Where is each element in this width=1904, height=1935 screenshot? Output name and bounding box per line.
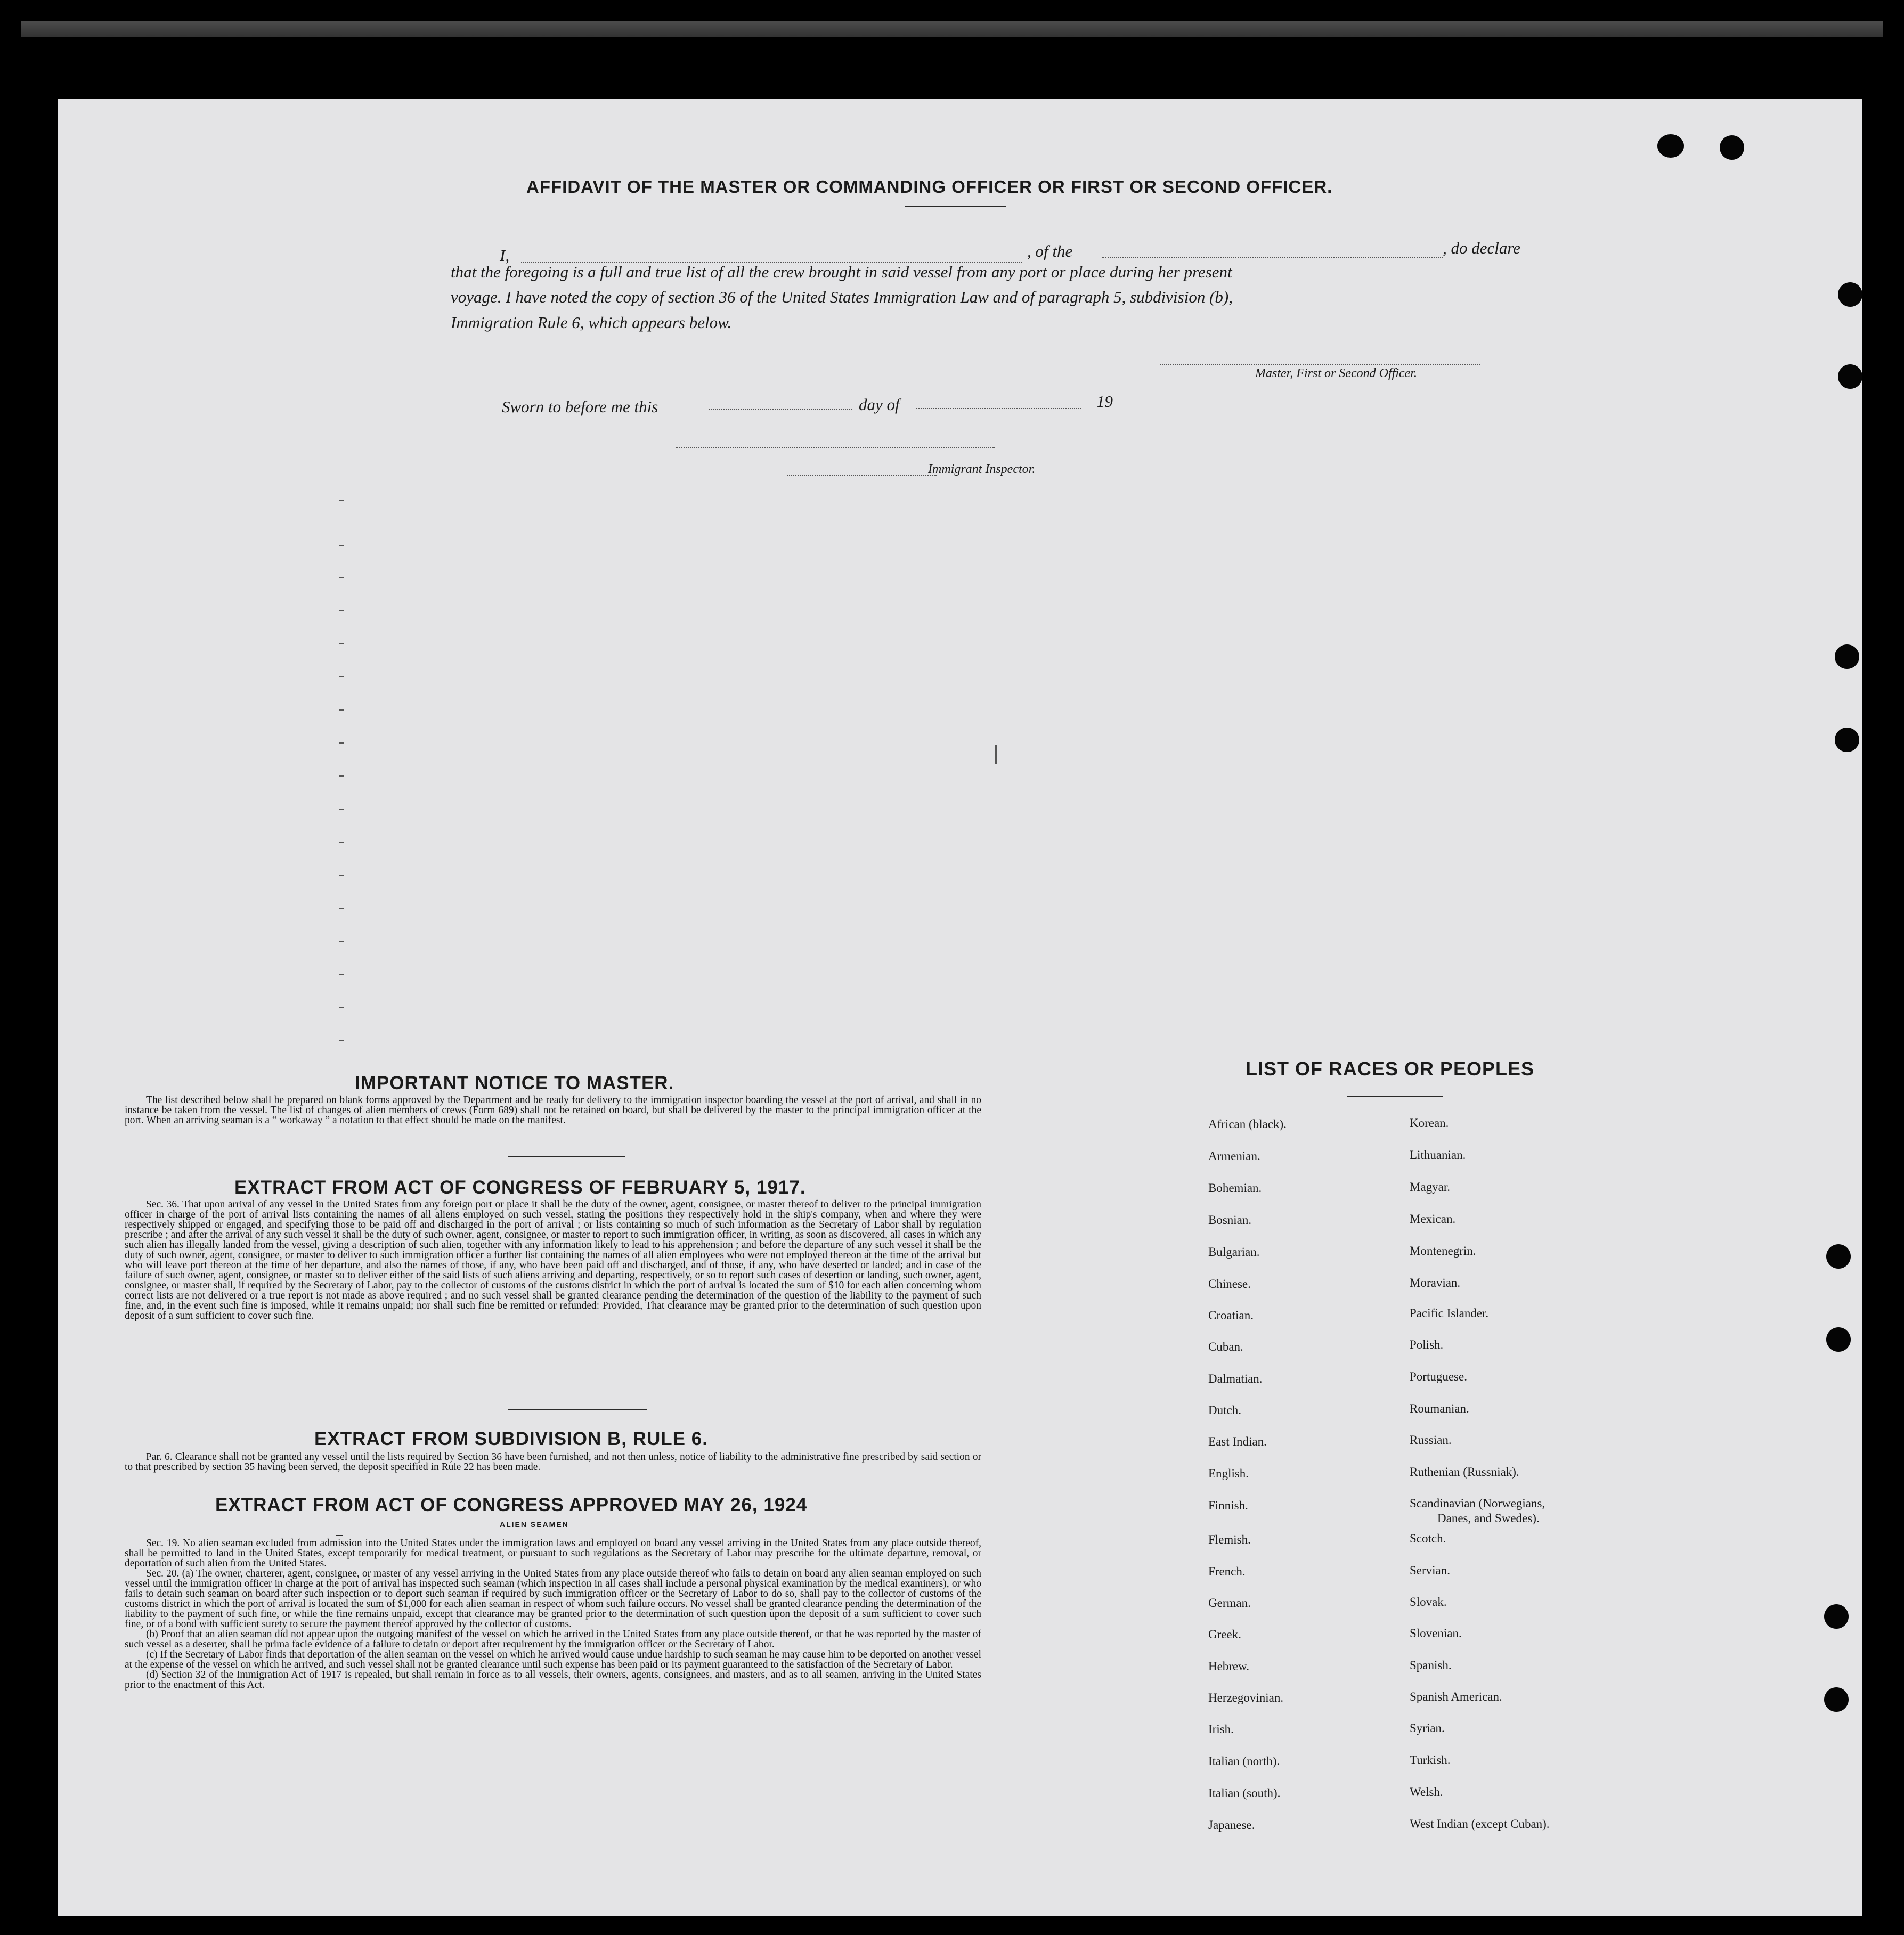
margin-tick <box>339 577 344 578</box>
race-right: Turkish. <box>1410 1753 1451 1767</box>
punch-hole <box>1835 644 1859 669</box>
race-left: Dalmatian. <box>1208 1372 1263 1385</box>
race-left: Dutch. <box>1208 1403 1241 1417</box>
master-signature-line <box>1160 364 1480 365</box>
margin-tick <box>339 974 344 975</box>
margin-tick <box>339 809 344 810</box>
race-right-continuation: Danes, and Swedes). <box>1437 1512 1540 1525</box>
alien-seamen-subtitle: ALIEN SEAMEN <box>500 1520 569 1529</box>
section-36-paragraph: Sec. 36. That upon arrival of any vessel in the United States from any foreign port or place it shall be the duty of the owner, agent, consignee, or master thereof to deliver to the principal immigration officer in charge of the port of arrival lists containing the names of all aliens employed on such vessel, stating the positions they respectively hold in the ship's company, when and where they were respectively shipped or engaged, and specifying those to be paid off and discharged in the port of arrival ; or lists containing so much of such information as the Secretary of Labor shall by regulation prescribe ; and after the arrival of any such vessel it shall be the duty of such owner, agent, consignee, or master to report to such immigration officer, in writing, as soon as discovered, all cases in which any such alien has illegally landed from the vessel, giving a description of such alien, together with any information likely to lead to his apprehension ; and before the departure of any such vessel it shall be the duty of such owner, agent, consignee, or master to deliver to such immigration officer a further list containing the names of all alien employees who were not employed thereon at the time of the arrival but who will leave port thereon at the time of her departure, and also the names of those, if any, who have been paid off and discharged, and of those, if any, who have deserted or landed; and in case of the failure of such owner, agent, consignee, or master so to deliver either of the said lists of such aliens arriving and departing, respectively, or so to report such cases of desertion or landing, such owner, agent, consignee, or master shall, if required by the Secretary of Labor, pay to the collector of customs of the customs district in which the port of arrival is located the sum of $10 for each alien concerning whom correct lists are not delivered or a true report is not made as above required ; and no such vessel shall be granted clearance pending the determination of the question of the liability to the payment of such fine, and, in the event such fine is imposed, while it remains unpaid; nor shall such fine be remitted or refunded: Provided, That clearance may be granted prior to the determination of such question upon deposit of a sum sufficient to cover such fine. <box>125 1199 981 1321</box>
race-left: Armenian. <box>1208 1149 1260 1163</box>
margin-tick <box>339 742 344 744</box>
race-left: Cuban. <box>1208 1340 1243 1353</box>
sec-20a-paragraph: Sec. 20. (a) The owner, charterer, agent, consignee, or master of any vessel arriving in the United States from any place outside thereof who fails to detain on board any alien seaman employed on such vessel until the immigration officer in charge at the port of arrival has inspected such seaman (which inspection in all cases shall include a personal physical examination by the medical examiners), or who fails to detain such seaman on board after such inspection or to deport such seaman if required by such immigration officer or the Secretary of Labor to do so, shall pay to the collector of customs of the customs district in which the port of arrival is located the sum of $1,000 for each alien seaman in respect of whom such failure occurs. No vessel shall be granted clearance pending the determination of the liability to the payment of such fine, or while the fine remains unpaid, except that clearance may be granted prior to the determination of such question upon the deposit of a sum sufficient to cover such fine, or of a bond with sufficient surety to secure the payment thereof approved by the collector of customs. <box>125 1568 981 1630</box>
race-left: Bosnian. <box>1208 1213 1252 1227</box>
race-left: Greek. <box>1208 1628 1241 1641</box>
punch-hole <box>1838 364 1862 389</box>
affidavit-line-4: Immigration Rule 6, which appears below. <box>451 313 732 332</box>
races-title: LIST OF RACES OR PEOPLES <box>1246 1058 1535 1080</box>
race-left: African (black). <box>1208 1117 1287 1131</box>
race-right: Scandinavian (Norwegians, <box>1410 1497 1545 1510</box>
margin-tick <box>995 745 997 764</box>
margin-tick <box>339 643 344 644</box>
affidavit-of-the-label: , of the <box>1027 242 1073 260</box>
margin-tick <box>339 676 344 677</box>
margin-tick <box>339 500 344 501</box>
punch-hole <box>1826 1327 1851 1352</box>
affidavit-i-label: I, <box>500 246 510 265</box>
race-right: Mexican. <box>1410 1212 1456 1226</box>
sworn-label: Sworn to before me this <box>502 397 658 416</box>
inspector-signature-line-2 <box>787 475 937 476</box>
margin-tick <box>339 908 344 909</box>
race-left: East Indian. <box>1208 1435 1267 1448</box>
affidavit-line-2: that the foregoing is a full and true list of all the crew brought in said vessel from any port or place during her present <box>451 263 1232 281</box>
race-right: Montenegrin. <box>1410 1244 1476 1258</box>
race-left: Bohemian. <box>1208 1181 1262 1195</box>
margin-tick <box>339 610 344 611</box>
race-right: Scotch. <box>1410 1532 1446 1545</box>
document-page <box>58 99 1862 1916</box>
race-right: Ruthenian (Russniak). <box>1410 1465 1519 1479</box>
race-right: Magyar. <box>1410 1180 1451 1194</box>
race-right: Lithuanian. <box>1410 1148 1466 1162</box>
margin-tick <box>339 941 344 942</box>
punch-hole <box>1720 135 1744 160</box>
race-left: French. <box>1208 1565 1246 1578</box>
inspector-label: Immigrant Inspector. <box>928 462 1036 476</box>
punch-hole <box>1826 1244 1851 1269</box>
punch-hole <box>1657 134 1684 158</box>
vessel-blank <box>1102 257 1443 258</box>
sworn-month-blank <box>916 408 1081 409</box>
race-left: Croatian. <box>1208 1309 1254 1322</box>
punch-hole <box>1824 1604 1849 1629</box>
extract-1924-title: EXTRACT FROM ACT OF CONGRESS APPROVED MAY 26, 1924 <box>215 1495 808 1515</box>
race-right: West Indian (except Cuban). <box>1410 1817 1550 1831</box>
margin-tick <box>339 545 344 546</box>
race-right: Korean. <box>1410 1116 1449 1130</box>
notice-paragraph: The list described below shall be prepared on blank forms approved by the Department and be ready for delivery to the immigration inspector boarding the vessel at the port of arrival, and shall in no instance be taken from the vessel. The list of changes of alien members of crews (Form 689) shall not be retained on board, but shall be delivered by the master to the principal immigration officer at the port. When an arriving seaman is a “ workaway ” a notation to that effect should be made on the manifest. <box>125 1095 981 1126</box>
sec-20d-paragraph: (d) Section 32 of the Immigration Act of 1917 is repealed, but shall remain in force as to all vessels, their owners, agents, consignees, and masters, and as to all seamen, arriving in the United States prior to the enactment of this Act. <box>125 1669 981 1691</box>
title-underline <box>905 206 1006 207</box>
notice-body <box>125 1095 981 1125</box>
race-left: Herzegovinian. <box>1208 1691 1284 1704</box>
affidavit-title: AFFIDAVIT OF THE MASTER OR COMMANDING OFFICER OR FIRST OR SECOND OFFICER. <box>526 177 1333 197</box>
margin-tick <box>339 775 344 777</box>
inspector-signature-line-1 <box>676 447 995 448</box>
year-prefix: 19 <box>1096 392 1113 411</box>
races-underline <box>1347 1096 1443 1097</box>
race-right: Roumanian. <box>1410 1402 1469 1415</box>
race-left: Japanese. <box>1208 1818 1255 1832</box>
divider <box>508 1156 625 1157</box>
extract-rule6-title: EXTRACT FROM SUBDIVISION B, RULE 6. <box>314 1428 708 1449</box>
divider <box>508 1409 647 1410</box>
race-left: Italian (north). <box>1208 1754 1280 1768</box>
extract-rule6-body <box>125 1452 981 1472</box>
race-right: Slovenian. <box>1410 1627 1462 1640</box>
extract-1917-title: EXTRACT FROM ACT OF CONGRESS OF FEBRUARY 5, 1917. <box>234 1177 806 1198</box>
margin-tick <box>339 842 344 843</box>
margin-tick <box>339 1007 344 1008</box>
race-right: Spanish. <box>1410 1659 1452 1672</box>
race-left: Irish. <box>1208 1722 1234 1736</box>
race-right: Pacific Islander. <box>1410 1307 1489 1320</box>
extract-1924-body <box>125 1538 981 1690</box>
margin-tick <box>339 875 344 876</box>
affidavit-line-3: voyage. I have noted the copy of section 36 of the United States Immigration Law and of paragraph 5, subdivision (b), <box>451 288 1233 306</box>
race-right: Slovak. <box>1410 1595 1447 1609</box>
race-left: Flemish. <box>1208 1533 1251 1546</box>
race-left: Chinese. <box>1208 1277 1251 1291</box>
sec-20c-paragraph: (c) If the Secretary of Labor finds that deportation of the alien seaman on the vessel on which he arrived would cause undue hardship to such seaman he may cause him to be deported on another vessel at the expense of the vessel on which he arrived, and such vessel shall not be granted clearance until such expense has been paid or its payment guaranteed to the satisfaction of the Secretary of Labor. <box>125 1649 981 1670</box>
sworn-day-blank <box>709 409 852 410</box>
race-right: Syrian. <box>1410 1721 1445 1735</box>
race-left: German. <box>1208 1596 1251 1610</box>
race-left: Italian (south). <box>1208 1786 1281 1800</box>
extract-1917-body <box>125 1199 981 1321</box>
day-of-label: day of <box>859 395 900 414</box>
race-left: Finnish. <box>1208 1499 1248 1512</box>
race-right: Spanish American. <box>1410 1690 1502 1703</box>
sec-19-paragraph: Sec. 19. No alien seaman excluded from admission into the United States under the immigration laws and employed on board any vessel arriving in the United States from any place outside thereof, shall be permitted to land in the United States, except temporarily for medical treatment, or pursuant to such regulations as the Secretary of Labor may prescribe for the ultimate departure, removal, or deportation of such alien from the United States. <box>125 1538 981 1569</box>
notice-title: IMPORTANT NOTICE TO MASTER. <box>355 1073 674 1093</box>
sec-20b-paragraph: (b) Proof that an alien seaman did not appear upon the outgoing manifest of the vessel on which he arrived in the United States from any place outside thereof, or that he was reported by the master of such vessel as a deserter, shall be prima facie evidence of a failure to detain or deport after requirement by the immigration officer or the Secretary of Labor. <box>125 1629 981 1650</box>
race-right: Russian. <box>1410 1433 1452 1447</box>
race-right: Servian. <box>1410 1564 1451 1577</box>
par-6-paragraph: Par. 6. Clearance shall not be granted any vessel until the lists required by Section 36 have been furnished, and not then unless, notice of liability to the administrative fine prescribed by said section or to that prescribed by section 35 having been served, the deposit specified in Rule 22 has been made. <box>125 1451 981 1473</box>
race-right: Portuguese. <box>1410 1370 1467 1383</box>
punch-hole <box>1838 282 1862 307</box>
margin-tick <box>339 1040 344 1041</box>
small-dash <box>336 1535 343 1536</box>
race-right: Moravian. <box>1410 1276 1461 1289</box>
race-right: Polish. <box>1410 1338 1444 1351</box>
affidavit-declare-label: , do declare <box>1443 239 1521 257</box>
race-left: Hebrew. <box>1208 1660 1250 1673</box>
punch-hole <box>1824 1687 1849 1712</box>
master-signature-label: Master, First or Second Officer. <box>1255 366 1417 380</box>
race-right: Welsh. <box>1410 1785 1443 1799</box>
race-left: English. <box>1208 1467 1249 1480</box>
punch-hole <box>1835 728 1859 752</box>
film-edge-strip <box>21 21 1883 37</box>
race-left: Bulgarian. <box>1208 1245 1260 1259</box>
margin-tick <box>339 709 344 711</box>
